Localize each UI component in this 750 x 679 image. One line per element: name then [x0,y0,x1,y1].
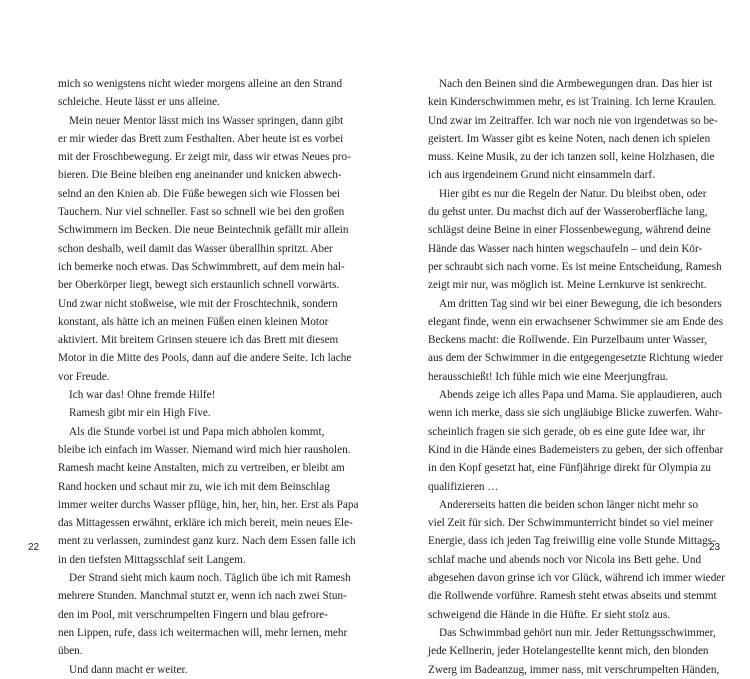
text-line: Ramesh macht keine Anstalten, mich zu vertreiben, er bleibt am [58,462,345,475]
text-line: nen Lippen, rufe, dass ich weitermachen will, mehr lernen, mehr [58,626,348,639]
left-page-number: 22 [28,542,40,553]
text-line: Der Strand sieht mich kaum noch. Täglich übe ich mit Ramesh [69,572,351,585]
text-line: bieren. Die Beine bleiben eng aneinander und knicken abwech- [58,169,342,182]
text-line: üben. [58,645,83,658]
text-line: qualifizieren … [428,480,499,493]
text-line: Ramesh gibt mir ein High Five. [69,407,211,420]
text-line: Ich war das! Ohne fremde Hilfe! [69,389,216,402]
text-line: er mir wieder das Brett zum Festhalten. Aber heute ist es vorbei [58,132,344,145]
text-line: Mein neuer Mentor lässt mich ins Wasser springen, dann gibt [69,114,344,127]
text-line: Hände das Wasser nach hinten wegschaufeln – und dein Kör- [428,242,703,255]
text-line: elegant finde, wenn ein erwachsener Schwimmer sie am Ende des [428,315,724,328]
text-line: Abends zeige ich alles Papa und Mama. Sie applaudieren, auch [439,389,723,402]
text-line: mit der Froschbewegung. Er zeigt mir, dass wir etwas Neues pro- [58,151,351,164]
text-line: schleiche. Heute lässt er uns alleine. [58,96,220,109]
text-line: Rand hocken und schaut mir zu, wie ich mit dem Beinschlag [58,480,330,493]
text-line: ment zu verlassen, zumindest ganz kurz. Nach dem Essen falle ich [58,535,356,548]
text-line: Am dritten Tag sind wir bei einer Bewegung, die ich besonders [439,297,722,310]
right-page [375,0,750,676]
text-line: Motor in die Mitte des Pools, dann auf die andere Seite. Ich lache [58,352,352,365]
text-line: geistert. Im Wasser gibt es keine Noten, nach denen ich spielen [428,132,711,145]
text-line: viel Zeit für sich. Der Schwimmunterricht bindet so viel meiner [428,517,714,530]
text-line: scheinlich fragen sie sich gerade, ob es eine gute Idee war, ihr [428,425,705,438]
left-page [0,0,375,676]
text-line: schlaf mache und abends noch vor Nicola ins Bett gehe. Und [428,553,702,566]
text-line: Hier gibt es nur die Regeln der Natur. Du bleibst oben, oder [439,187,707,200]
text-line: schlägst deine Beine in einer Flossenbewegung, während deine [428,224,711,237]
text-line: per schraubt sich nach vorne. Es ist meine Entscheidung, Ramesh [428,260,722,273]
text-line: Als die Stunde vorbei ist und Papa mich abholen kommt, [69,425,325,438]
text-line: den im Pool, mit verschrumpelten Fingern und blau gefrore- [58,608,328,621]
left-page-text [58,75,359,679]
text-line: zeigt mir nur, was möglich ist. Meine Lernkurve ist senkrecht. [428,279,707,292]
text-line: herausschießt! Ich fühle mich wie eine Meerjungfrau. [428,370,669,383]
text-line: in den tiefsten Mittagsschlaf seit Langem. [58,553,246,566]
text-line: die Rollwende vorführe. Ramesh steht etwas abseits und stemmt [428,590,717,603]
text-line: mich so wenigstens nicht wieder morgens alleine an den Strand [58,78,343,90]
text-line: mehrere Stunden. Manchmal stutzt er, wenn ich nach zwei Stun- [58,590,347,603]
text-line: schweigend die Hände in die Hüfte. Er sieht stolz aus. [428,608,671,621]
text-line: ich bemerke noch etwas. Das Schwimmbrett, auf dem mein hal- [58,260,345,273]
text-line: abgesehen davon grinse ich vor Glück, während ich immer wieder [428,572,725,585]
text-line: Nach den Beinen sind die Armbewegungen dran. Das hier ist [439,78,713,90]
text-line: schon deshalb, weil damit das Wasser überallhin spritzt. Aber [58,242,333,255]
right-page-number: 23 [709,542,721,553]
text-line: Und zwar nicht stoßweise, wie mit der Froschtechnik, sondern [58,297,338,310]
text-line: ich aus irgendeinem Grund nicht einsammeln darf. [428,169,655,182]
text-line: Tauchern. Nur viel schneller. Fast so schnell wie bei den großen [58,206,345,219]
text-line: aus dem der Schwimmer in die entgegengesetzte Richtung wieder [428,352,724,365]
text-line: Und dann macht er weiter. [69,663,188,676]
text-line: jede Kellnerin, jeder Hotelangestellte kennt mich, den blonden [428,645,709,658]
text-line: bleibe ich einfach im Wasser. Niemand wird mich hier rausholen. [58,443,351,456]
text-line: aktiviert. Mit breitem Grinsen steuere ich das Brett mit diesem [58,334,339,347]
text-line: ber Oberkörper liegt, bewegt sich erstaunlich schnell vorwärts. [58,279,340,292]
text-line: vor Freude. [58,370,110,383]
text-line: Das Schwimmbad gehört nun mir. Jeder Rettungsschwimmer, [439,626,716,639]
text-line: muss. Keine Musik, zu der ich tanzen soll, keine Holzhasen, die [428,151,715,164]
text-line: immer weiter durchs Wasser pflüge, hin, her, hin, her. Erst als Papa [58,498,359,511]
text-line: konstant, als hätte ich an meinen Füßen einen kleinen Motor [58,315,329,328]
text-line: in den Kopf gesetzt hat, eine Fünfjährige direkt für Olympia zu [428,462,712,475]
text-line: wenn ich merke, dass sie sich ungläubige Blicke zuwerfen. Wahr- [428,407,723,420]
text-line: du gehst unter. Du machst dich auf der Wasseroberfläche lang, [428,206,708,219]
text-line: Und zwar im Zeitraffer. Ich war noch nie von irgendetwas so be- [428,114,718,127]
text-line: das Mittagessen erwähnt, erkläre ich mich bereit, mein neues Ele- [58,517,353,530]
text-line: Schwimmern im Becken. Die neue Beintechnik gefällt mir allein [58,224,349,237]
text-line: Kind in die Hände eines Bademeisters zu geben, der sich offenbar [428,443,724,456]
text-line: Beckens macht: die Rollwende. Ein Purzelbaum unter Wasser, [428,334,707,347]
text-line: Energie, dass ich jeden Tag freiwillig eine volle Stunde Mittags- [428,535,716,548]
text-line: selnd an den Knien ab. Die Füße bewegen sich wie Flossen bei [58,187,341,200]
text-line: kein Kinderschwimmen mehr, es ist Training. Ich lerne Kraulen. [428,96,717,109]
text-line: Andererseits hatten die beiden schon länger nicht mehr so [439,498,699,511]
text-line: Zwerg im Badeanzug, immer nass, mit verschrumpelten Händen, [428,663,720,676]
